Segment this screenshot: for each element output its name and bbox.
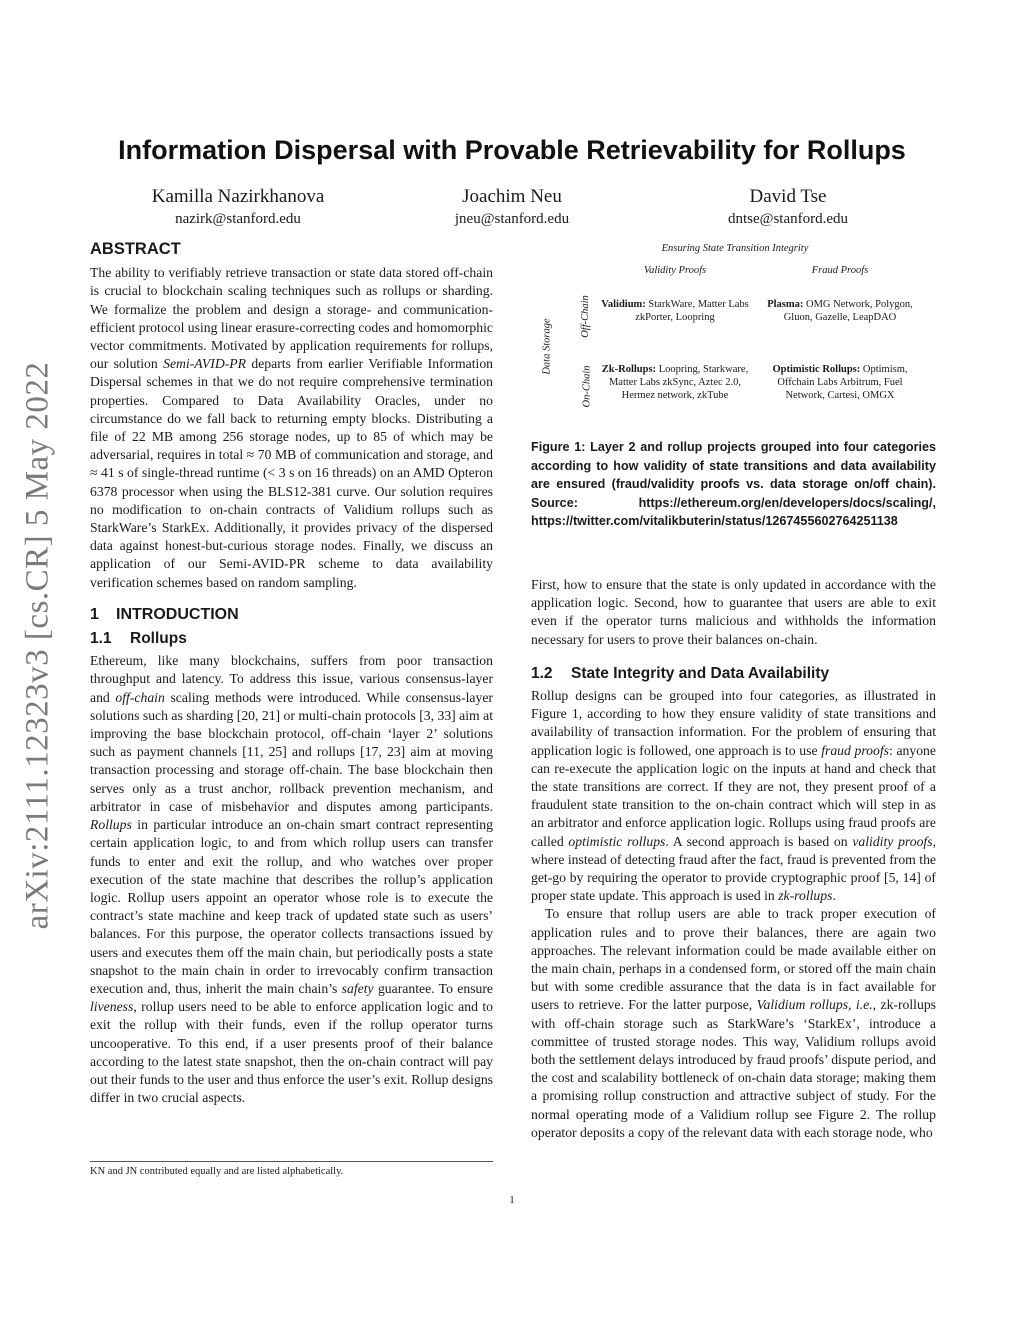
footnote: KN and JN contributed equally and are listed alphabetically.	[90, 1166, 344, 1177]
figure-col-fraud: Fraud Proofs	[811, 265, 869, 276]
author-name: David Tse	[749, 186, 827, 207]
author-email: dntse@stanford.edu	[727, 211, 849, 227]
figure-1-caption: Figure 1: Layer 2 and rollup projects grouped into four categories according to how validity of state transitions and data availability are ensured (fraud/validity proofs vs. data storage on/off chain). Source: https://ethereum.org/en/developers/docs/scaling/, https://twitter.com/vitalikbuterin/status/1267455602764251138	[531, 440, 936, 529]
figure-1-table	[530, 238, 940, 428]
state-integrity-paragraph: Rollup designs can be grouped into four categories, as illustrated in Figure 1, according to how they ensure validity of state transitions and availability of transaction information. For the problem of ensuring that application logic is followed, one approach is to use fraud proofs: anyone can re-execute the application logic on the inputs at hand and check that the state transitions are correct. If they are not, they present proof of a fraudulent state transition to the on-chain contract which will step in as an arbitrator and enforce application logic. Rollups using fraud proofs are called optimistic rollups. A second approach is based on validity proofs, where instead of detecting fraud after the fact, fraud is prevented from the get-go by requiring the operator to provide cryptographic proof [5, 14] of proper state update. This approach is used in zk-rollups.	[531, 688, 936, 904]
author-block	[108, 186, 368, 228]
intro-paragraph: Ethereum, like many blockchains, suffers from poor transaction throughput and latency. To address this issue, various consensus-layer and off-chain scaling methods were introduced. While consensus-layer solutions such as sharding [20, 21] or multi-chain protocols [3, 33] aim at improving the base blockchain protocol, off-chain ‘layer 2’ solutions such as payment channels [11, 25] and rollups [17, 23] aim at moving transaction processing and storage off-chain. The base blockchain then serves only as a trust anchor, rollback prevention mechanism, and arbitrator in case of misbehavior and disputes among participants. Rollups in particular introduce an on-chain smart contract representing certain application logic, to and from which rollup users can transfer funds to enter and exit the rollup, and who watches over proper execution of the state machine that describes the rollup’s application logic. Rollup users appoint an operator whose role is to execute the contract’s state machine and keep track of updated state such as users’ balances. For this purpose, the operator collects transactions issued by users and executes them off the main chain, but periodically posts a state snapshot to the main chain in order to irrevocably confirm transaction execution and, thus, inherit the main chain’s safety guarantee. To ensure liveness, rollup users need to be able to enforce application logic and to exit the rollup with their funds, even if the rollup operator turns uncooperative. To this end, if a user presents proof of their balance according to the latest state snapshot, then the on-chain contract will pay out their funds to the user and thus enforce the user’s exit. Rollup designs differ in two crucial aspects.	[90, 653, 493, 1106]
paper-title: Information Dispersal with Provable Retrievability for Rollups	[118, 135, 906, 165]
figure-cell-plasma: Plasma: OMG Network, Polygon, Gluon, Gazelle, LeapDAO	[767, 299, 913, 323]
figure-top-label: Ensuring State Transition Integrity	[661, 243, 809, 254]
figure-row-onchain: On-Chain	[581, 365, 593, 408]
page-number: 1	[509, 1194, 515, 1206]
figure-cell-zk-rollups: Zk-Rollups: Loopring, Starkware, Matter Labs zkSync, Aztec 2.0, Hermez network, zkTube	[601, 364, 749, 401]
author-name: Kamilla Nazirkhanova	[151, 186, 325, 207]
subsection-heading-state-integrity: 1.2 State Integrity and Data Availability	[531, 664, 830, 682]
footnote-rule	[90, 1161, 493, 1162]
abstract-paragraph: The ability to verifiably retrieve transaction or state data stored off-chain is crucial to blockchain scaling techniques such as rollups or sharding. We formalize the problem and design a storage- and communication-efficient protocol using linear erasure-correcting codes and homomorphic vector commitments. Motivated by application requirements for rollups, our solution Semi-AVID-PR departs from earlier Verifiable Information Dispersal schemes in that we do not require comprehensive termination properties. Compared to Data Availability Oracles, under no circumstance do we fall back to returning empty blocks. Distributing a file of 22 MB among 256 storage nodes, up to 85 of which may be adversarial, requires in total ≈ 70 MB of communication and storage, and ≈ 41 s of single-thread runtime (< 3 s on 16 threads) on an AMD Opteron 6378 processor when using the BLS12-381 curve. Our solution requires no modification to on-chain contracts of Validium rollups such as StarkWare’s StarkEx. Additionally, it provides privacy of the dispersed data against honest-but-curious storage nodes. Finally, we discuss an application of our Semi-AVID-PR scheme to data availability verification schemes based on random sampling.	[90, 265, 494, 590]
abstract-heading: ABSTRACT	[90, 240, 181, 258]
figure-cell-optimistic-rollups: Optimistic Rollups: Optimism, Offchain Labs Arbitrum, Fuel Network, Cartesi, OMGX	[772, 364, 908, 401]
subsection-heading-rollups: 1.1 Rollups	[90, 630, 187, 648]
author-name: Joachim Neu	[462, 186, 562, 207]
figure-row-offchain: Off-Chain	[579, 295, 591, 338]
author-email: jneu@stanford.edu	[454, 211, 570, 227]
left-column	[90, 240, 493, 1107]
figure-cell-validium: Validium: StarkWare, Matter Labs zkPorter, Loopring	[601, 299, 749, 323]
data-availability-paragraph: To ensure that rollup users are able to track proper execution of application rules and to prove their balances, there are again two approaches. The relevant information could be made available either on the main chain, perhaps in a condensed form, or stored off the main chain but with some credible assurance that the data is in fact available for users to retrieve. For the latter purpose, Validium rollups, i.e., zk-rollups with off-chain storage such as StarkWare’s ‘StarkEx’, introduce a committee of trusted storage nodes. This way, Validium rollups avoid both the settlement delays introduced by fraud proofs’ dispute period, and the cost and scalability bottleneck of on-chain data storage; making them a promising rollup construction and attractive subject of study. For the normal operating mode of a Validium rollup see Figure 2. The rollup operator deposits a copy of the relevant data with each storage node, who	[531, 906, 936, 1140]
author-block	[658, 186, 918, 228]
arxiv-stamp-text: arXiv:2111.12323v3 [cs.CR] 5 May 2022	[19, 361, 56, 929]
arxiv-stamp	[8, 355, 68, 935]
figure-col-validity: Validity Proofs	[643, 265, 707, 276]
figure-row-label-data-storage: Data Storage	[541, 318, 553, 375]
section-heading-introduction: 1 INTRODUCTION	[90, 605, 239, 623]
right-column	[531, 576, 936, 1142]
author-email: nazirk@stanford.edu	[175, 211, 301, 227]
right-paragraph: First, how to ensure that the state is only updated in accordance with the application logic. Second, how to guarantee that users are able to exit even if the operator turns malicious and withholds the information necessary for users to prove their balances on-chain.	[531, 577, 936, 647]
author-block	[382, 186, 642, 228]
